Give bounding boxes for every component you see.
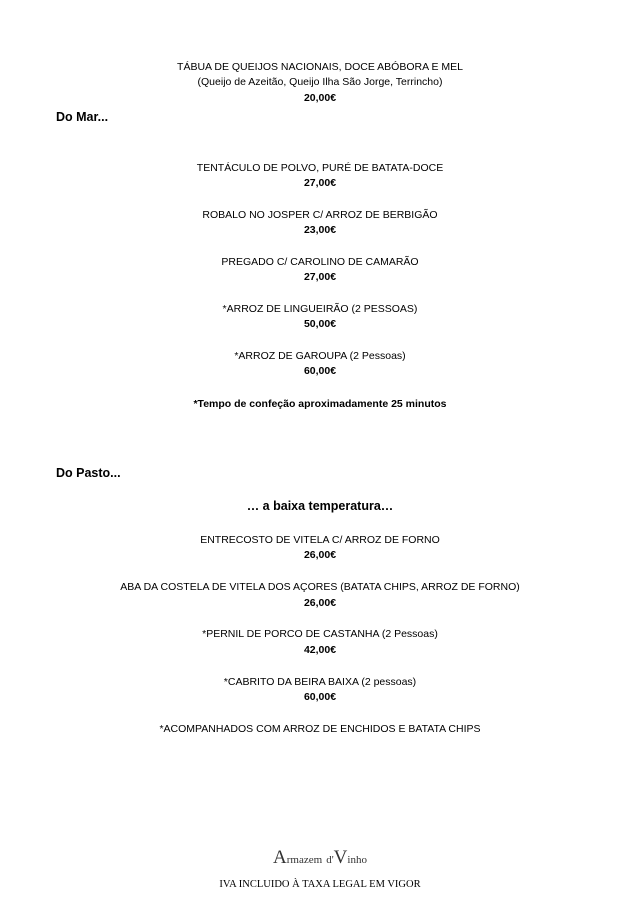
- logo-word-d: d': [326, 854, 334, 866]
- menu-item-price: 60,00€: [303, 691, 337, 703]
- menu-item-name: ABA DA COSTELA DE VITELA DOS AÇORES (BATATA CHIPS, ARROZ DE FORNO): [120, 581, 520, 593]
- menu-item-price: 27,00€: [303, 271, 337, 283]
- menu-item-name: *CABRITO DA BEIRA BAIXA (2 pessoas): [223, 676, 417, 688]
- menu-item-name: *ARROZ DE LINGUEIRÃO (2 PESSOAS): [222, 303, 418, 315]
- menu-item-price: 50,00€: [303, 318, 337, 330]
- section-title-pasto: Do Pasto...: [56, 466, 121, 480]
- menu-item-price: 27,00€: [303, 177, 337, 189]
- logo-letter-a: A: [273, 847, 287, 868]
- menu-item-price: 23,00€: [303, 224, 337, 236]
- menu-item-price: 60,00€: [303, 365, 337, 377]
- cheese-board-name: TÁBUA DE QUEIJOS NACIONAIS, DOCE ABÓBORA E MEL: [177, 61, 463, 73]
- menu-item-name: PREGADO C/ CAROLINO DE CAMARÃO: [221, 256, 419, 268]
- menu-item-name: ENTRECOSTO DE VITELA C/ ARROZ DE FORNO: [200, 534, 440, 546]
- cheese-board-price: 20,00€: [303, 92, 337, 104]
- armazem-dvinho-logo: [0, 848, 640, 870]
- menu-item-name: ROBALO NO JOSPER C/ ARROZ DE BERBIGÃO: [202, 209, 438, 221]
- menu-item-name: *PERNIL DE PORCO DE CASTANHA (2 Pessoas): [202, 628, 438, 640]
- menu-item-price: 26,00€: [303, 549, 337, 561]
- menu-item-name: *ARROZ DE GAROUPA (2 Pessoas): [234, 350, 406, 362]
- cooking-time-note: *Tempo de confeção aproximadamente 25 minutos: [193, 398, 447, 410]
- side-dish-note: *ACOMPANHADOS COM ARROZ DE ENCHIDOS E BATATA CHIPS: [159, 723, 481, 735]
- logo-word-armazem: rmazem: [286, 854, 323, 866]
- section-title-mar: Do Mar...: [56, 110, 109, 124]
- vat-footer: IVA INCLUIDO À TAXA LEGAL EM VIGOR: [219, 879, 421, 890]
- logo-word-vinho: inho: [347, 854, 367, 866]
- section-subtitle-low-temperature: … a baixa temperatura…: [246, 499, 394, 513]
- menu-item-price: 26,00€: [303, 597, 337, 609]
- cheese-board-detail: (Queijo de Azeitão, Queijo Ilha São Jorge, Terrincho): [197, 76, 443, 88]
- menu-item-price: 42,00€: [303, 644, 337, 656]
- menu-item-name: TENTÁCULO DE POLVO, PURÉ DE BATATA-DOCE: [196, 162, 444, 174]
- logo-letter-v: V: [333, 847, 348, 868]
